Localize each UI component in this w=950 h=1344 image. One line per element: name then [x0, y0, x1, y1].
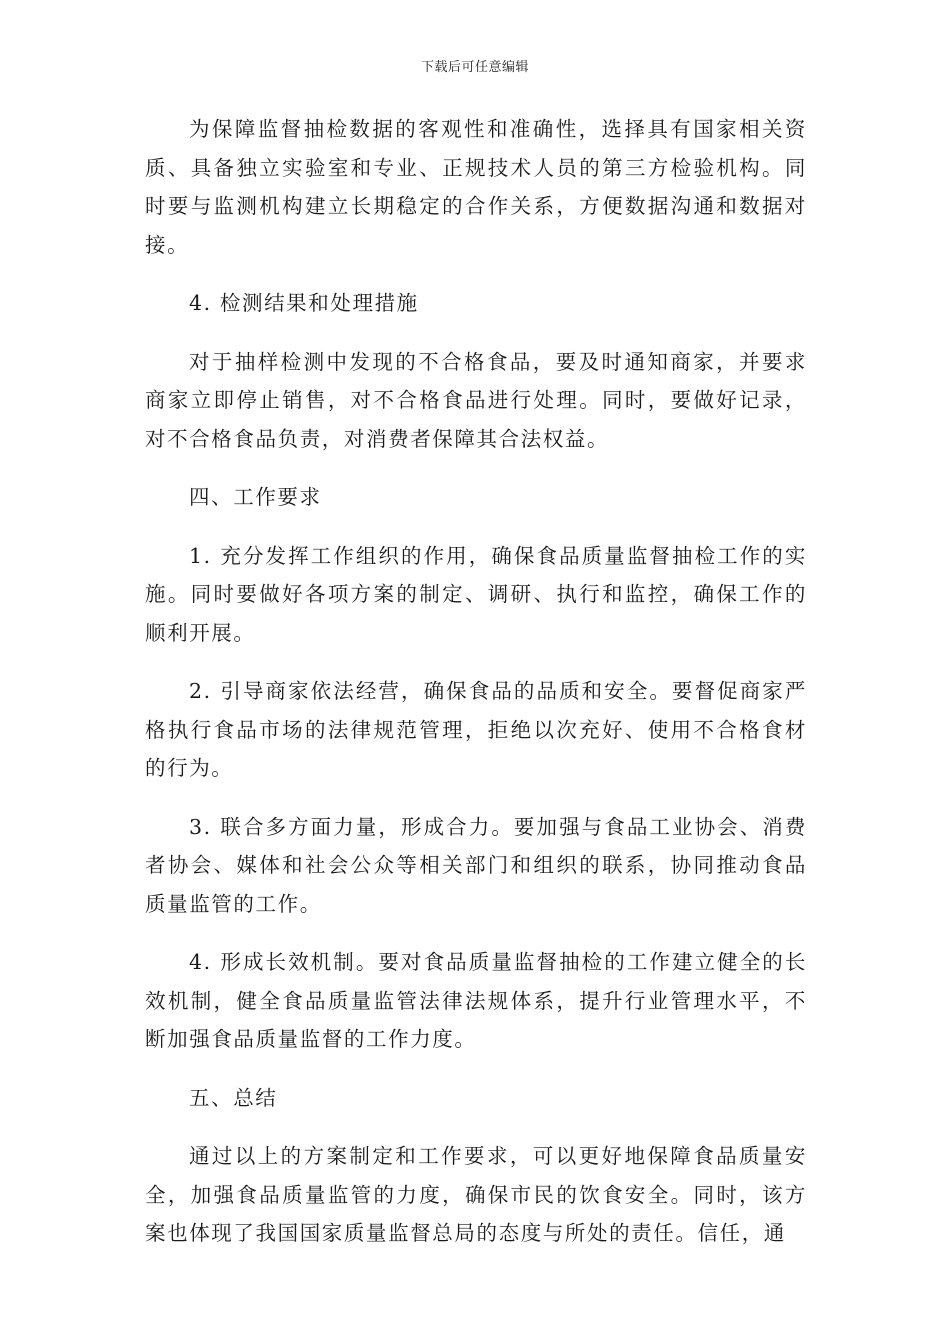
- heading-work-requirements: 四、工作要求: [189, 485, 322, 509]
- page-header-note: 下载后可任意编辑: [420, 60, 529, 75]
- heading-test-results: 4. 检测结果和处理措施: [189, 291, 419, 315]
- paragraph-summary: 通过以上的方案制定和工作要求，可以更好地保障食品质量安全，加强食品质量监管的力度，确保市民的饮食安全。同时，该方案也体现了我国国家质量监督总局的态度与所处的责任。信任，通: [145, 1144, 807, 1245]
- paragraph-requirement-1: 1. 充分发挥工作组织的作用，确保食品质量监督抽检工作的实施。同时要做好各项方案的制定、调研、执行和监控，确保工作的顺利开展。: [145, 543, 807, 645]
- paragraph-test-results: 对于抽样检测中发现的不合格食品，要及时通知商家，并要求商家立即停止销售，对不合格食品进行处理。同时，要做好记录，对不合格食品负责，对消费者保障其合法权益。: [145, 349, 807, 451]
- document-body: [145, 110, 807, 1273]
- paragraph-requirement-3: 3. 联合多方面力量，形成合力。要加强与食品工业协会、消费者协会、媒体和社会公众等相关部门和组织的联系，协同推动食品质量监管的工作。: [145, 814, 807, 916]
- paragraph-requirement-4: 4. 形成长效机制。要对食品质量监督抽检的工作建立健全的长效机制，健全食品质量监管法律法规体系，提升行业管理水平，不断加强食品质量监督的工作力度。: [145, 950, 807, 1051]
- heading-summary: 五、总结: [189, 1085, 278, 1110]
- paragraph-inspection-agency: 为保障监督抽检数据的客观性和准确性，选择具有国家相关资质、具备独立实验室和专业、正规技术人员的第三方检验机构。同时要与监测机构建立长期稳定的合作关系，方便数据沟通和数据对接。: [145, 117, 807, 257]
- paragraph-requirement-2: 2. 引导商家依法经营，确保食品的品质和安全。要督促商家严格执行食品市场的法律规范管理，拒绝以次充好、使用不合格食材的行为。: [145, 679, 807, 780]
